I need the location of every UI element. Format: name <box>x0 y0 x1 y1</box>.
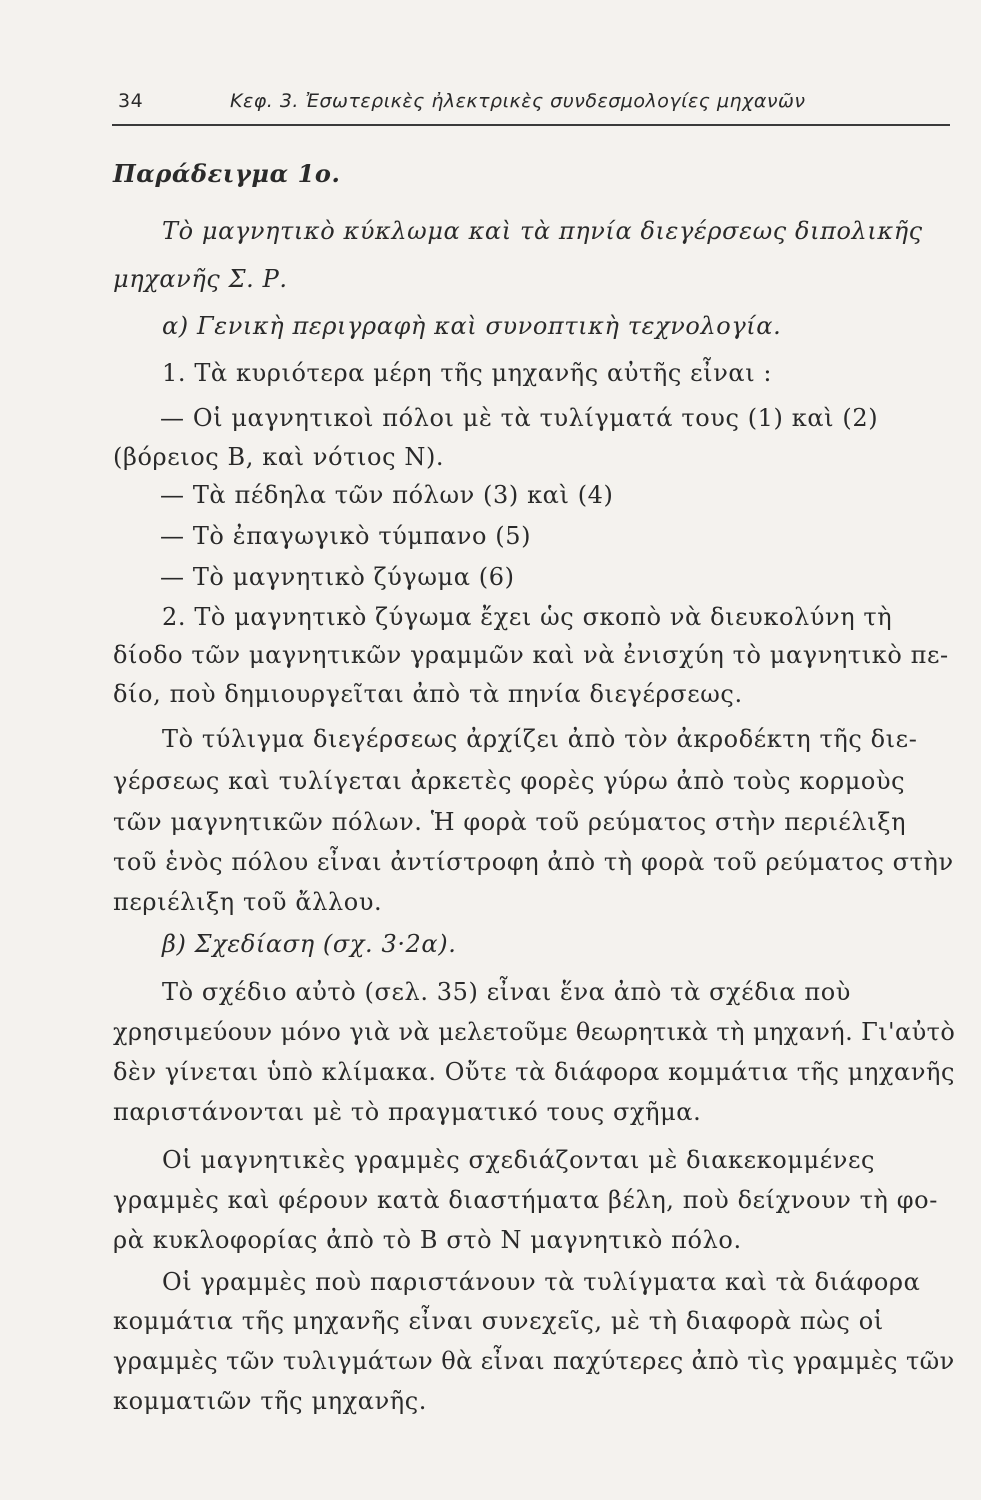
list-item-line: — Τὸ μαγνητικὸ ζύγωμα (6) <box>160 563 515 591</box>
list-item-line: — Τὸ ἐπαγωγικὸ τύμπανο (5) <box>160 522 532 550</box>
paragraph-line: γέρσεως καὶ τυλίγεται ἀρκετὲς φορὲς γύρω ἀπὸ τοὺς κορμοὺς <box>113 767 906 795</box>
paragraph-line: χρησιμεύουν μόνο γιὰ νὰ μελετοῦμε θεωρητικὰ τὴ μηχανή. Γι'αὐτὸ <box>113 1018 956 1046</box>
header-rule <box>112 124 950 126</box>
page-number: 34 <box>118 90 144 112</box>
paragraph-line: τοῦ ἑνὸς πόλου εἶναι ἀντίστροφη ἀπὸ τὴ φορὰ τοῦ ρεύματος στὴν <box>113 848 954 876</box>
paragraph-line: περιέλιξη τοῦ ἄλλου. <box>113 888 383 916</box>
paragraph-line: Οἱ μαγνητικὲς γραμμὲς σχεδιάζονται μὲ διακεκομμένες <box>162 1146 876 1174</box>
paragraph-line: κομμάτια τῆς μηχανῆς εἶναι συνεχεῖς, μὲ τὴ διαφορὰ πὼς οἱ <box>113 1307 884 1335</box>
paragraph-line: παριστάνονται μὲ τὸ πραγματικό τους σχῆμα. <box>113 1098 702 1126</box>
paragraph-line: 2. Τὸ μαγνητικὸ ζύγωμα ἔχει ὡς σκοπὸ νὰ διευκολύνη τὴ <box>162 603 893 631</box>
section-b-heading: β) Σχεδίαση (σχ. 3·2α). <box>162 930 457 958</box>
paragraph-line: Οἱ γραμμὲς ποὺ παριστάνουν τὰ τυλίγματα καὶ τὰ διάφορα <box>162 1268 921 1296</box>
list-item-line: (βόρειος Β, καὶ νότιος Ν). <box>113 443 445 471</box>
example-heading: Παράδειγμα 1ο. <box>113 159 341 188</box>
paragraph-line: τῶν μαγνητικῶν πόλων. Ἡ φορὰ τοῦ ρεύματος στὴν περιέλιξη <box>113 808 907 836</box>
paragraph-line: γραμμὲς τῶν τυλιγμάτων θὰ εἶναι παχύτερες ἀπὸ τὶς γραμμὲς τῶν <box>113 1347 955 1375</box>
list-item-line: — Οἱ μαγνητικοὶ πόλοι μὲ τὰ τυλίγματά τους (1) καὶ (2) <box>160 404 879 432</box>
paragraph-line: γραμμὲς καὶ φέρουν κατὰ διαστήματα βέλη, ποὺ δείχνουν τὴ φο- <box>113 1186 938 1214</box>
paragraph-line: Τὸ τύλιγμα διεγέρσεως ἀρχίζει ἀπὸ τὸν ἀκροδέκτη τῆς διε- <box>162 725 918 753</box>
paragraph-line: κομματιῶν τῆς μηχανῆς. <box>113 1387 428 1415</box>
example-subtitle-line: Τὸ μαγνητικὸ κύκλωμα καὶ τὰ πηνία διεγέρσεως διπολικῆς <box>162 217 923 245</box>
list-item-line: 1. Τὰ κυριότερα μέρη τῆς μηχανῆς αὐτῆς εἶναι : <box>162 359 773 387</box>
paragraph-line: Τὸ σχέδιο αὐτὸ (σελ. 35) εἶναι ἕνα ἀπὸ τὰ σχέδια ποὺ <box>162 978 851 1006</box>
list-item-line: — Τὰ πέδηλα τῶν πόλων (3) καὶ (4) <box>160 481 614 509</box>
paragraph-line: δίοδο τῶν μαγνητικῶν γραμμῶν καὶ νὰ ἐνισχύη τὸ μαγνητικὸ πε- <box>113 641 949 669</box>
chapter-title: Κεφ. 3. Ἐσωτερικὲς ἠλεκτρικὲς συνδεσμολογίες μηχανῶν <box>230 90 806 112</box>
paragraph-line: ρὰ κυκλοφορίας ἀπὸ τὸ Β στὸ Ν μαγνητικὸ πόλο. <box>113 1226 742 1254</box>
paragraph-line: δὲν γίνεται ὑπὸ κλίμακα. Οὔτε τὰ διάφορα κομμάτια τῆς μηχανῆς <box>113 1058 956 1086</box>
example-subtitle-line: μηχανῆς Σ. Ρ. <box>113 265 288 293</box>
running-header <box>118 90 948 122</box>
section-a-heading: α) Γενικὴ περιγραφὴ καὶ συνοπτικὴ τεχνολογία. <box>162 312 782 340</box>
paragraph-line: δίο, ποὺ δημιουργεῖται ἀπὸ τὰ πηνία διεγέρσεως. <box>113 680 743 708</box>
